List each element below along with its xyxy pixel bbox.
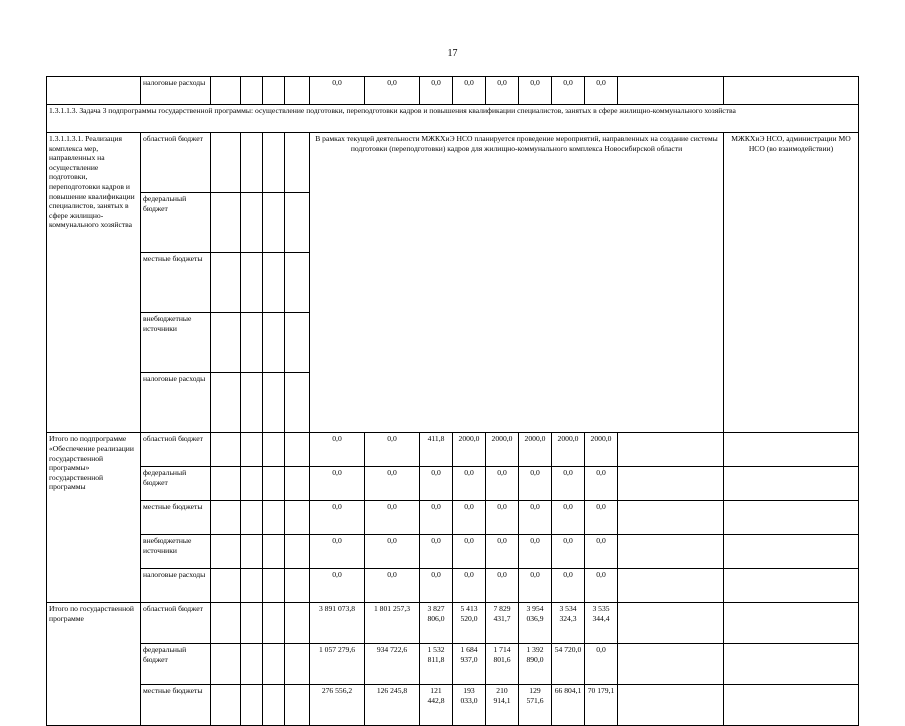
value-cell: 121 442,8 bbox=[420, 685, 453, 726]
result-cell bbox=[724, 501, 859, 535]
source-cell: налоговые расходы bbox=[141, 77, 211, 105]
value-cell: 0,0 bbox=[585, 77, 618, 105]
code-cell bbox=[241, 313, 263, 373]
code-cell bbox=[285, 373, 310, 433]
code-cell bbox=[241, 77, 263, 105]
value-cell: 1 392 890,0 bbox=[519, 644, 552, 685]
code-cell bbox=[211, 133, 241, 193]
value-cell: 0,0 bbox=[453, 467, 486, 501]
code-cell bbox=[211, 535, 241, 569]
value-cell: 5 413 520,0 bbox=[453, 603, 486, 644]
value-cell: 1 057 279,6 bbox=[310, 644, 365, 685]
value-cell: 129 571,6 bbox=[519, 685, 552, 726]
value-cell: 0,0 bbox=[365, 535, 420, 569]
code-cell bbox=[263, 569, 285, 603]
value-cell: 7 829 431,7 bbox=[486, 603, 519, 644]
source-cell: местные бюджеты bbox=[141, 253, 211, 313]
value-cell: 2000,0 bbox=[552, 433, 585, 467]
value-cell: 3 891 073,8 bbox=[310, 603, 365, 644]
code-cell bbox=[285, 133, 310, 193]
value-cell: 0,0 bbox=[486, 569, 519, 603]
value-cell: 0,0 bbox=[519, 467, 552, 501]
table-row bbox=[47, 501, 859, 535]
value-cell: 0,0 bbox=[453, 535, 486, 569]
code-cell bbox=[211, 373, 241, 433]
result-cell bbox=[724, 569, 859, 603]
value-cell: 0,0 bbox=[310, 77, 365, 105]
table-row bbox=[47, 603, 859, 644]
page-number: 17 bbox=[447, 48, 458, 59]
source-cell: местные бюджеты bbox=[141, 685, 211, 726]
code-cell bbox=[211, 253, 241, 313]
executor-cell bbox=[618, 535, 724, 569]
code-cell bbox=[211, 313, 241, 373]
value-cell: 193 033,0 bbox=[453, 685, 486, 726]
value-cell: 3 535 344,4 bbox=[585, 603, 618, 644]
code-cell bbox=[285, 193, 310, 253]
value-cell: 0,0 bbox=[453, 569, 486, 603]
value-cell: 0,0 bbox=[365, 467, 420, 501]
value-cell: 0,0 bbox=[585, 569, 618, 603]
table-row bbox=[47, 133, 859, 193]
code-cell bbox=[211, 433, 241, 467]
value-cell: 0,0 bbox=[365, 569, 420, 603]
code-cell bbox=[285, 77, 310, 105]
executor-cell bbox=[618, 467, 724, 501]
table-row bbox=[47, 685, 859, 726]
code-cell bbox=[263, 77, 285, 105]
value-cell: 0,0 bbox=[519, 535, 552, 569]
code-cell bbox=[263, 193, 285, 253]
code-cell bbox=[241, 433, 263, 467]
code-cell bbox=[241, 644, 263, 685]
value-cell: 2000,0 bbox=[519, 433, 552, 467]
code-cell bbox=[211, 467, 241, 501]
value-cell: 934 722,6 bbox=[365, 644, 420, 685]
value-cell: 411,8 bbox=[420, 433, 453, 467]
source-cell: федеральный бюджет bbox=[141, 193, 211, 253]
result-cell bbox=[724, 433, 859, 467]
code-cell bbox=[211, 193, 241, 253]
subtotal-name: Итого по подпрограмме «Обеспечение реализации государственной программы» государственной программы bbox=[47, 433, 141, 603]
value-cell: 1 714 801,6 bbox=[486, 644, 519, 685]
value-cell: 0,0 bbox=[420, 535, 453, 569]
result-cell bbox=[724, 77, 859, 105]
value-cell: 0,0 bbox=[552, 467, 585, 501]
code-cell bbox=[285, 644, 310, 685]
code-cell bbox=[285, 535, 310, 569]
code-cell bbox=[211, 569, 241, 603]
code-cell bbox=[241, 373, 263, 433]
value-cell: 0,0 bbox=[420, 569, 453, 603]
source-cell: внебюджетные источники bbox=[141, 313, 211, 373]
code-cell bbox=[241, 535, 263, 569]
value-cell: 276 556,2 bbox=[310, 685, 365, 726]
executor-cell bbox=[618, 433, 724, 467]
code-cell bbox=[241, 467, 263, 501]
task-heading: 1.3.1.1.3. Задача 3 подпрограммы государственной программы: осуществление подготовки, переподготовки кадров и повышения квалификации специалистов, занятых в сфере жилищно-коммунального хозяйства bbox=[47, 105, 859, 133]
value-cell: 0,0 bbox=[519, 569, 552, 603]
value-cell: 0,0 bbox=[552, 501, 585, 535]
value-cell: 0,0 bbox=[310, 433, 365, 467]
table-row bbox=[47, 535, 859, 569]
code-cell bbox=[211, 501, 241, 535]
value-cell: 0,0 bbox=[552, 77, 585, 105]
value-cell: 210 914,1 bbox=[486, 685, 519, 726]
code-cell bbox=[285, 603, 310, 644]
value-cell: 54 720,0 bbox=[552, 644, 585, 685]
result-cell bbox=[724, 603, 859, 644]
source-cell: областной бюджет bbox=[141, 603, 211, 644]
task-heading-row bbox=[47, 105, 859, 133]
total-name: Итого по государственной программе bbox=[47, 603, 141, 726]
value-cell: 0,0 bbox=[310, 467, 365, 501]
value-cell: 0,0 bbox=[486, 535, 519, 569]
code-cell bbox=[241, 685, 263, 726]
value-cell: 0,0 bbox=[585, 535, 618, 569]
result-cell bbox=[724, 644, 859, 685]
code-cell bbox=[263, 535, 285, 569]
measure-note: В рамках текущей деятельности МЖКХиЭ НСО планируется проведение мероприятий, направленных на создание системы подготовки (переподготовки) кадров для жилищно-коммунального комплекса Новосибирской области bbox=[310, 133, 724, 433]
executor-cell bbox=[618, 603, 724, 644]
result-cell bbox=[724, 685, 859, 726]
value-cell: 126 245,8 bbox=[365, 685, 420, 726]
code-cell bbox=[263, 373, 285, 433]
code-cell bbox=[285, 313, 310, 373]
value-cell: 0,0 bbox=[552, 535, 585, 569]
code-cell bbox=[211, 685, 241, 726]
source-cell: местные бюджеты bbox=[141, 501, 211, 535]
value-cell: 0,0 bbox=[420, 77, 453, 105]
value-cell: 70 179,1 bbox=[585, 685, 618, 726]
code-cell bbox=[263, 253, 285, 313]
code-cell bbox=[263, 133, 285, 193]
code-cell bbox=[211, 644, 241, 685]
value-cell: 0,0 bbox=[519, 501, 552, 535]
value-cell: 0,0 bbox=[420, 501, 453, 535]
value-cell: 0,0 bbox=[365, 501, 420, 535]
code-cell bbox=[285, 569, 310, 603]
code-cell bbox=[241, 501, 263, 535]
code-cell bbox=[285, 501, 310, 535]
value-cell: 0,0 bbox=[585, 644, 618, 685]
executor-cell bbox=[618, 569, 724, 603]
value-cell: 2000,0 bbox=[585, 433, 618, 467]
table-row-tax-expenses bbox=[47, 77, 859, 105]
source-cell: налоговые расходы bbox=[141, 569, 211, 603]
value-cell: 0,0 bbox=[453, 501, 486, 535]
value-cell: 0,0 bbox=[486, 77, 519, 105]
code-cell bbox=[285, 467, 310, 501]
source-cell: внебюджетные источники bbox=[141, 535, 211, 569]
source-cell: налоговые расходы bbox=[141, 373, 211, 433]
code-cell bbox=[263, 433, 285, 467]
code-cell bbox=[285, 685, 310, 726]
value-cell: 0,0 bbox=[310, 569, 365, 603]
value-cell: 0,0 bbox=[585, 467, 618, 501]
code-cell bbox=[241, 569, 263, 603]
value-cell: 0,0 bbox=[310, 535, 365, 569]
code-cell bbox=[241, 253, 263, 313]
code-cell bbox=[263, 644, 285, 685]
value-cell: 0,0 bbox=[585, 501, 618, 535]
code-cell bbox=[211, 603, 241, 644]
source-cell: областной бюджет bbox=[141, 133, 211, 193]
code-cell bbox=[263, 501, 285, 535]
program-financing-table bbox=[46, 76, 859, 726]
value-cell: 1 684 937,0 bbox=[453, 644, 486, 685]
result-cell bbox=[724, 467, 859, 501]
executor-cell bbox=[618, 501, 724, 535]
code-cell bbox=[211, 77, 241, 105]
value-cell: 2000,0 bbox=[486, 433, 519, 467]
table-row bbox=[47, 433, 859, 467]
code-cell bbox=[241, 133, 263, 193]
source-cell: федеральный бюджет bbox=[141, 644, 211, 685]
value-cell: 2000,0 bbox=[453, 433, 486, 467]
name-cell bbox=[47, 77, 141, 105]
code-cell bbox=[263, 685, 285, 726]
value-cell: 0,0 bbox=[519, 77, 552, 105]
value-cell: 3 954 036,9 bbox=[519, 603, 552, 644]
code-cell bbox=[263, 313, 285, 373]
result-cell bbox=[724, 535, 859, 569]
value-cell: 0,0 bbox=[486, 467, 519, 501]
code-cell bbox=[285, 433, 310, 467]
value-cell: 0,0 bbox=[420, 467, 453, 501]
code-cell bbox=[241, 603, 263, 644]
value-cell: 3 534 324,3 bbox=[552, 603, 585, 644]
measure-executor: МЖКХиЭ НСО, администрации МО НСО (во взаимодействии) bbox=[724, 133, 859, 433]
value-cell: 3 827 806,0 bbox=[420, 603, 453, 644]
source-cell: областной бюджет bbox=[141, 433, 211, 467]
value-cell: 0,0 bbox=[365, 77, 420, 105]
code-cell bbox=[263, 603, 285, 644]
table-row bbox=[47, 644, 859, 685]
table-row bbox=[47, 569, 859, 603]
source-cell: федеральный бюджет bbox=[141, 467, 211, 501]
code-cell bbox=[241, 193, 263, 253]
executor-cell bbox=[618, 685, 724, 726]
measure-name: 1.3.1.1.3.1. Реализация комплекса мер, направленных на осуществление подготовки, переподготовки кадров и повышение квалификации специалистов, занятых в сфере жилищно-коммунального хозяйства bbox=[47, 133, 141, 433]
value-cell: 0,0 bbox=[310, 501, 365, 535]
value-cell: 1 532 811,8 bbox=[420, 644, 453, 685]
value-cell: 0,0 bbox=[552, 569, 585, 603]
executor-cell bbox=[618, 644, 724, 685]
table-row bbox=[47, 467, 859, 501]
value-cell: 0,0 bbox=[365, 433, 420, 467]
value-cell: 66 804,1 bbox=[552, 685, 585, 726]
value-cell: 1 801 257,3 bbox=[365, 603, 420, 644]
value-cell: 0,0 bbox=[486, 501, 519, 535]
executor-cell bbox=[618, 77, 724, 105]
code-cell bbox=[285, 253, 310, 313]
value-cell: 0,0 bbox=[453, 77, 486, 105]
code-cell bbox=[263, 467, 285, 501]
